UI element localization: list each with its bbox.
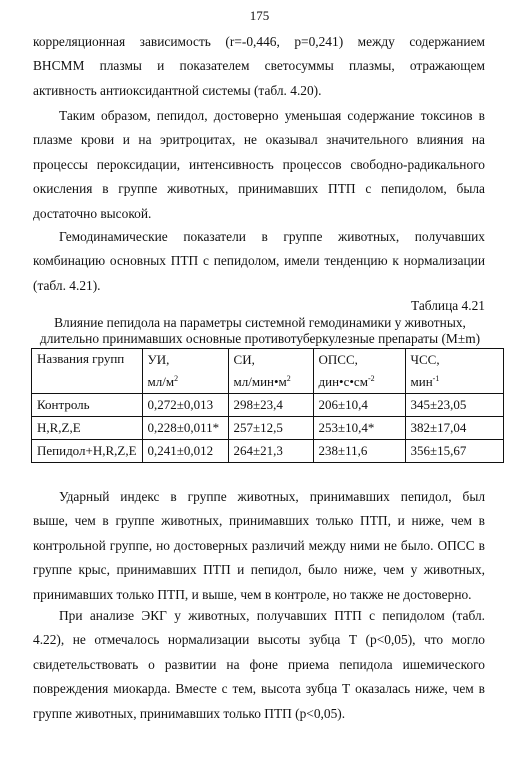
text-line: группе крыс, принимавших ПТП и пепидол, было ниже, чем у животных, (33, 562, 485, 578)
hemodynamics-table (31, 348, 504, 463)
paragraph-ecg (33, 604, 485, 726)
table-cell: 238±11,6 (313, 440, 405, 463)
table-cell: 345±23,05 (405, 394, 503, 417)
header-cell-opss: ОПСС, (313, 349, 405, 372)
table-cell: 0,228±0,011* (142, 417, 228, 440)
unit-text: мл/мин•м (233, 374, 287, 389)
unit-cell-opss (313, 371, 405, 394)
table-cell: H,R,Z,E (32, 417, 143, 440)
header-cell-chss: ЧСС, (405, 349, 503, 372)
text-line: контрольной группе, но достоверных различий между ними не было. ОПСС в (33, 537, 485, 553)
text-line: При анализе ЭКГ у животных, получавших ПТП с пепидолом (табл. (59, 608, 485, 623)
unit-cell-si (228, 371, 313, 394)
table-cell: 206±10,4 (313, 394, 405, 417)
table-cell: 298±23,4 (228, 394, 313, 417)
text-line: Гемодинамические показатели в группе животных, получавших (59, 229, 485, 244)
text-line: выше, чем в группе животных, принимавших только ПТП, и ниже, чем в (33, 513, 485, 529)
paragraph-hemodynamics (33, 225, 485, 298)
table-caption (20, 315, 500, 347)
table-cell: 0,241±0,012 (142, 440, 228, 463)
table-cell: 264±21,3 (228, 440, 313, 463)
paragraph-correlation (33, 30, 485, 103)
unit-cell-chss (405, 371, 503, 394)
table-cell: 356±15,67 (405, 440, 503, 463)
text-line: ВНСММ плазмы и показателем светосуммы плазмы, отражающем (33, 58, 485, 74)
table-row (32, 417, 504, 440)
text-line: свидетельствовать о развитии на фоне приема пепидола ишемического (33, 656, 485, 672)
text-line: группе животных, принимавших только ПТП (р<0,05). (33, 705, 346, 721)
text-line: Таким образом, пепидол, достоверно уменьшая содержание токсинов в (59, 108, 485, 123)
unit-text: мин (410, 374, 433, 389)
table-caption-line: длительно принимавших основные противотуберкулезные препараты (M±m) (39, 331, 481, 346)
header-cell-si: СИ, (228, 349, 313, 372)
table-number: Таблица 4.21 (410, 298, 485, 313)
unit-exponent: 2 (286, 374, 291, 383)
table-cell: 0,272±0,013 (142, 394, 228, 417)
table-row (32, 394, 504, 417)
table-cell: Контроль (32, 394, 143, 417)
text-line: процессы пероксидации, интенсивность процессов свободно-радикального (33, 156, 485, 172)
text-line: 4.22), не отмечалось нормализации высоты зубца Т (р<0,05), что могло (33, 632, 485, 648)
table-cell: 257±12,5 (228, 417, 313, 440)
text-line: плазме крови и на эритроцитах, не оказывал значительного влияния на (33, 132, 485, 148)
paragraph-conclusion (33, 104, 485, 226)
text-line: корреляционная зависимость (r=-0,446, р=0,241) между содержанием (33, 34, 485, 49)
text-line: Ударный индекс в группе животных, принимавших пепидол, был (59, 489, 485, 504)
text-line: принимавших только ПТП, и выше, чем в контроле, но также не достоверно. (33, 586, 472, 602)
unit-text: дин•с•см (318, 374, 368, 389)
text-line: окисления в группе животных, принимавших ПТП с пепидолом, была (33, 181, 485, 197)
unit-text: мл/м (147, 374, 175, 389)
text-line: (табл. 4.21). (33, 277, 101, 293)
page-number: 175 (249, 8, 270, 23)
unit-exponent: 2 (174, 374, 179, 383)
unit-exponent: -2 (367, 374, 375, 383)
table-header-row (32, 349, 504, 372)
table-cell: 253±10,4* (313, 417, 405, 440)
text-line: достаточно высокой. (33, 205, 152, 221)
text-line: комбинацию основных ПТП с пепидолом, имели тенденцию к нормализации (33, 253, 485, 269)
text-line: повреждения миокарда. Вместе с тем, высота зубца Т оказалась ниже, чем в (33, 681, 485, 697)
table-row (32, 440, 504, 463)
paragraph-stroke-index (33, 485, 485, 607)
table-cell: 382±17,04 (405, 417, 503, 440)
table-caption-line: Влияние пепидола на параметры системной гемодинамики у животных, (54, 315, 466, 330)
unit-cell-ui (142, 371, 228, 394)
header-cell-ui: УИ, (142, 349, 228, 372)
header-cell-group: Названия групп (32, 349, 143, 394)
unit-exponent: -1 (432, 374, 440, 383)
table-cell: Пепидол+H,R,Z,E (32, 440, 143, 463)
text-line: активность антиоксидантной системы (табл. 4.20). (33, 82, 322, 98)
